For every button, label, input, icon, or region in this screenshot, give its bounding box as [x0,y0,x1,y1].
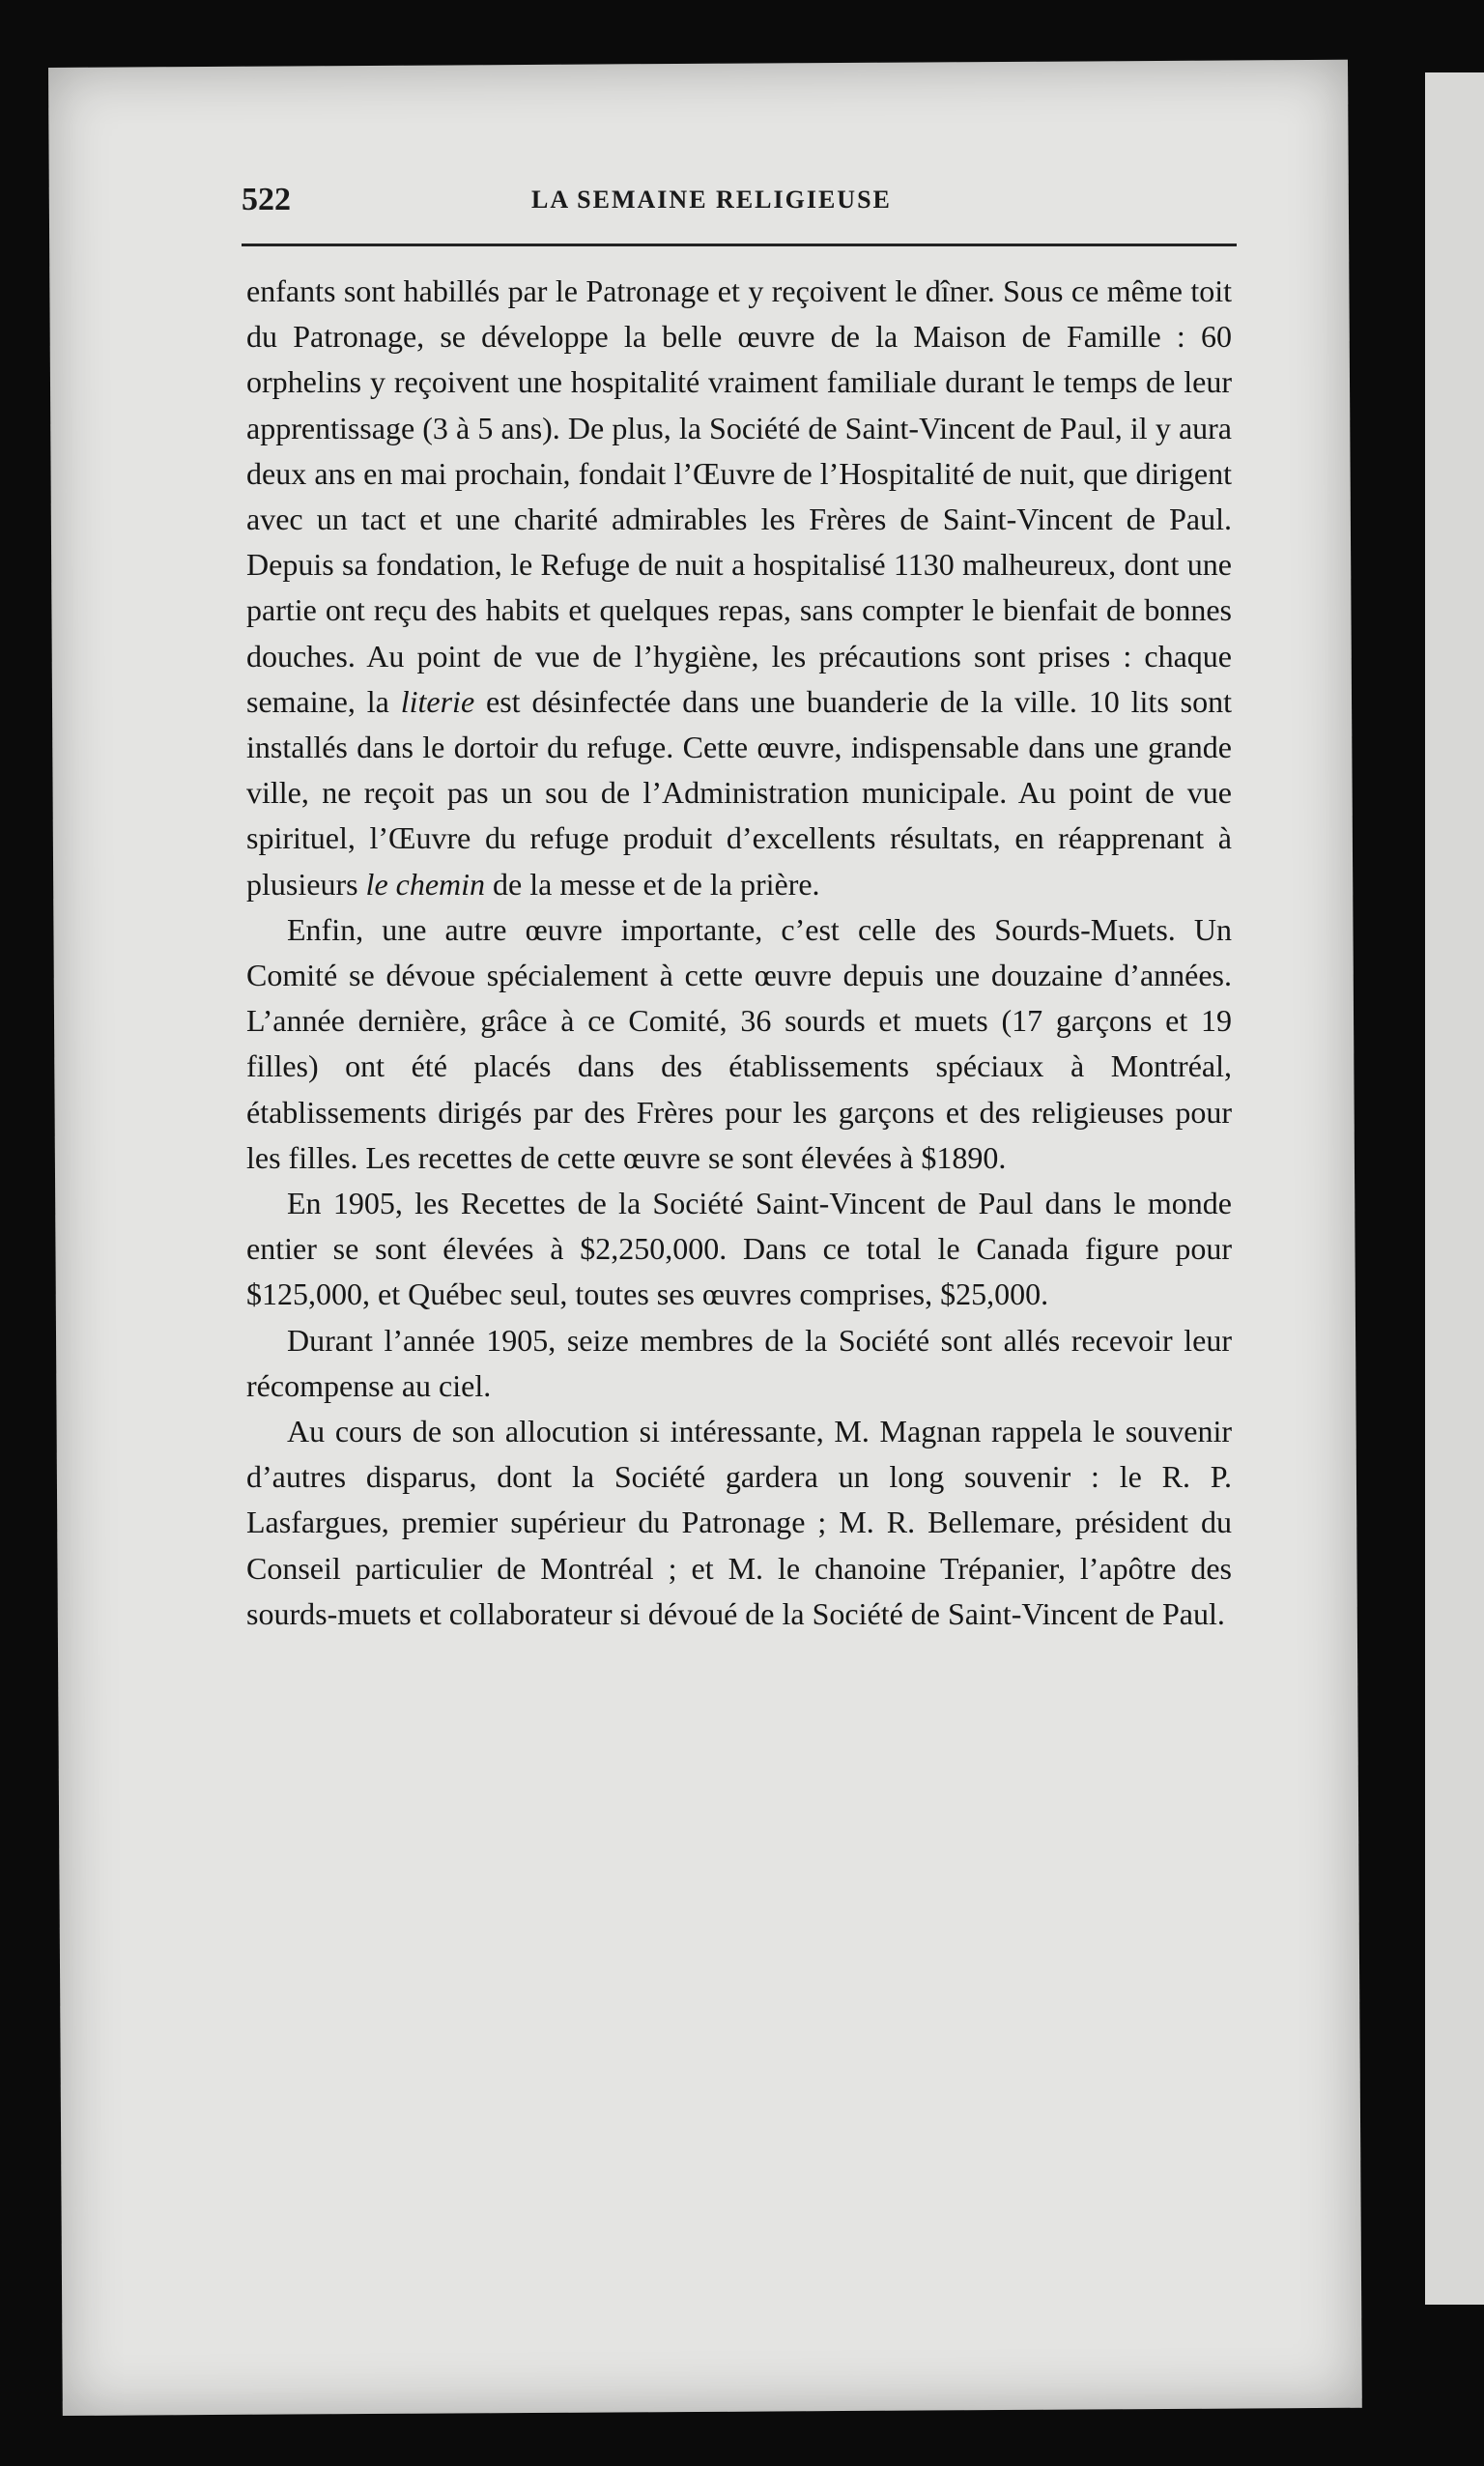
paragraph-3: En 1905, les Recettes de la Société Saint-Vincent de Paul dans le monde entier se sont élevées à $2,250,000. Dans ce total le Canada figure pour $125,000, et Québec seul, toutes ses œuvres comprises, $25,000. [246,1186,1232,1312]
italic-le-chemin: le chemin [365,866,486,902]
body-text [246,269,1232,1637]
paragraph-5: Au cours de son allocution si intéressante, M. Magnan rappela le souvenir d’autres disparus, dont la Société gardera un long souvenir : le R. P. Lasfargues, premier supérieur du Patronage ; M. R. Bellemare, président du Conseil particulier de Montréal ; et M. le chanoine Trépanier, l’apôtre des sourds-muets et collaborateur si dévoué de la Société de Saint-Vincent de Paul. [246,1414,1232,1631]
paragraph-1-part-c: de la messe et de la prière. [485,866,820,902]
italic-literie: literie [400,683,475,719]
paragraph-1 [246,269,1232,907]
running-title: LA SEMAINE RELIGIEUSE [531,186,892,214]
page-number: 522 [242,182,291,217]
facing-page-edge [1425,72,1484,2305]
paragraph-4: Durant l’année 1905, seize membres de la Société sont allés recevoir leur récompense au ciel. [246,1322,1232,1403]
paragraph-1-part-b: est désinfectée dans une buanderie de la ville. 10 lits sont installés dans le dortoir du refuge. Cette œuvre, indispensable dans une grande ville, ne reçoit pas un sou de l’Administration municipale. Au point de vue spirituel, l’Œuvre du refuge produit d’excellents résultats, en réapprenant à plusieurs [246,683,1233,902]
page-header [242,182,1208,240]
paragraph-2: Enfin, une autre œuvre importante, c’est celle des Sourds-Muets. Un Comité se dévoue spécialement à cette œuvre depuis une douzaine d’années. L’année dernière, grâce à ce Comité, 36 sourds et muets (17 garçons et 19 filles) ont été placés dans des établissements spéciaux à Montréal, établissements dirigés par des Frères pour les garçons et des religieuses pour les filles. Les recettes de cette œuvre se sont élevées à $1890. [246,911,1232,1175]
paragraph-1-part-a: enfants sont habillés par le Patronage et y reçoivent le dîner. Sous ce même toit du Patronage, se développe la belle œuvre de la Maison de Famille : 60 orphelins y reçoivent une hospitalité vraiment familiale durant le temps de leur apprentissage (3 à 5 ans). De plus, la Société de Saint-Vincent de Paul, il y aura deux ans en mai prochain, fondait l’Œuvre de l’Hospitalité de nuit, que dirigent avec un tact et une charité admirables les Frères de Saint-Vincent de Paul. Depuis sa fondation, le Refuge de nuit a hospitalisé 1130 malheureux, dont une partie ont reçu des habits et quelques repas, sans compter le bienfait de bonnes douches. Au point de vue de l’hygiène, les précautions sont prises : chaque semaine, la [246,273,1232,719]
header-rule [242,244,1237,246]
